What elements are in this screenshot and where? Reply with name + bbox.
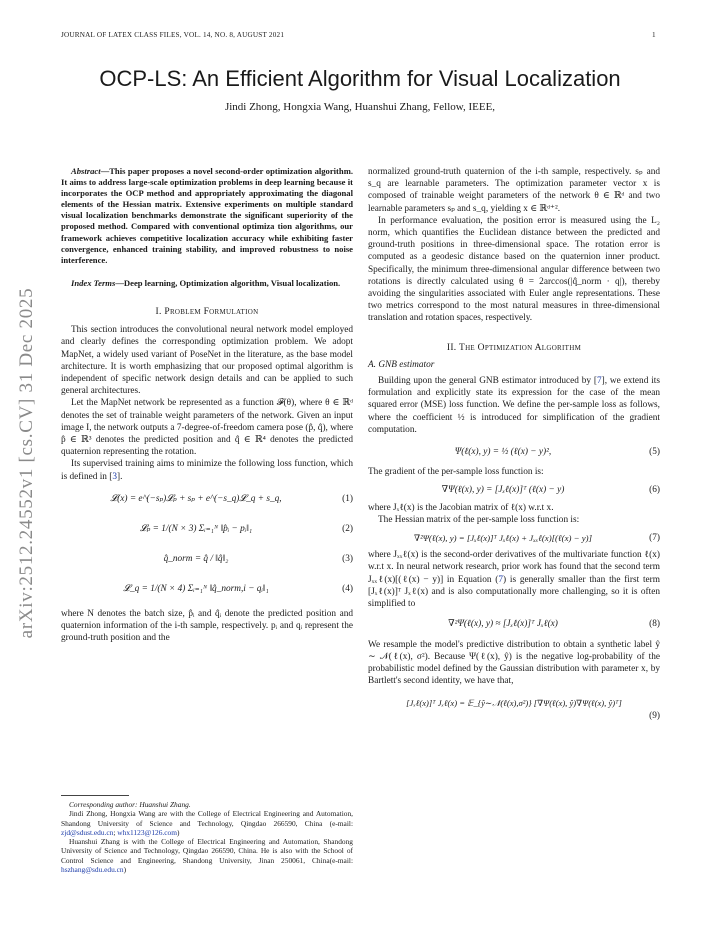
abstract-label: Abstract bbox=[71, 166, 101, 176]
equation-7: ∇²Ψ(ℓ(x), y) = [Jₓℓ(x)]ᵀ Jₓℓ(x) + Jₓₓℓ(x)[(ℓ(x) − y)] (7) bbox=[413, 533, 660, 544]
equation-number: (9) bbox=[649, 710, 660, 721]
left-column bbox=[61, 166, 353, 644]
paragraph: In performance evaluation, the position error is measured using the L₂ norm, which quantifies the Euclidean distance between the predicted and ground-truth positions in three-dimensional space. The rotation error is computed as a geodesic distance based on the quaternion inner product. Specifically, the minimum three-dimensional angular difference between two rotations is directly calculated using θ = 2arccos(|q̂_norm · q|), thereby avoiding the singularities associated with Euler angle representations. These two metrics correspond to the most natural measures in three-dimensional translation and rotation spaces, respectively. bbox=[368, 215, 660, 324]
index-terms bbox=[61, 278, 353, 289]
arxiv-identifier: arXiv:2512.24552v1 [cs.CV] 31 Dec 2025 bbox=[16, 287, 37, 639]
footnote-rule bbox=[61, 795, 129, 796]
paragraph: Building upon the general GNB estimator introduced by [7], we extend its formulation and explicitly state its expression for the case of the mean squared error (MSE) loss function. We define the per-sample loss as follows, where the coefficient ½ is introduced for simplification of the gradient computation. bbox=[368, 376, 660, 435]
right-column bbox=[368, 166, 660, 722]
paragraph: This section introduces the convolutional neural network model employed and clearly defines the corresponding optimization problem. We adopt MapNet, a widely used variant of PoseNet in the literature, as the base model architecture. It is worth emphasizing that our proposed optimal algorithm is independent of specific network design details and can be applied to such general architectures. bbox=[61, 325, 353, 397]
email-link[interactable]: hszhang@sdu.edu.cn bbox=[61, 865, 124, 875]
paper-title: OCP-LS: An Efficient Algorithm for Visual Localization bbox=[99, 66, 621, 91]
index-terms-text: —Deep learning, Optimization algorithm, Visual localization. bbox=[115, 277, 341, 288]
paragraph: where Jₓℓ(x) is the Jacobian matrix of ℓ(x) w.r.t x. bbox=[368, 502, 554, 513]
affiliation-2: Huanshui Zhang is with the College of Electrical Engineering and Automation, Shandong University of Science and Technology, Qingdao 266590, China. He is also with the School of Control Science and Engineering, Shandong University, Jinan 250061, China(e-mail: hszhang@sdu.edu.cn) bbox=[61, 837, 353, 875]
equation-4: 𝓛_q = 1/(N × 4) Σᵢ₌₁ᴺ ‖q̂_norm,i − qᵢ‖₁ (4) bbox=[123, 584, 353, 595]
equation-5: Ψ(ℓ(x), y) = ½ (ℓ(x) − y)², (5) bbox=[454, 447, 660, 458]
corresponding-author: Corresponding author: Huanshui Zhang. bbox=[69, 800, 191, 809]
email-link[interactable]: zjd@sdust.edu.cn bbox=[61, 827, 114, 837]
equation-6: ∇Ψ(ℓ(x), y) = [Jₓℓ(x)]ᵀ (ℓ(x) − y) (6) bbox=[441, 485, 660, 496]
section-heading-1: I. Problem Formulation bbox=[155, 306, 259, 317]
email-link[interactable]: whx1123@126.com bbox=[117, 827, 177, 837]
affiliation-1: Jindi Zhong, Hongxia Wang are with the College of Electrical Engineering and Automation, Shandong University of Science and Technology, Qingdao 266590, China (e-mail: zjd@sdust.edu.cn; whx1123@126.com) bbox=[61, 809, 353, 837]
paragraph: We resample the model's predictive distribution to obtain a synthetic label ŷ ∼ 𝒩(ℓ(x), σ²). Because Ψ(ℓ(x), ŷ) is the negative log-probability of the probabilistic model defined by the Gaussian distribution with parameter x, by Bartlett's second identity, we have that, bbox=[368, 639, 660, 687]
paragraph: The Hessian matrix of the per-sample loss function is: bbox=[378, 514, 580, 525]
page-number: 1 bbox=[652, 31, 656, 39]
equation-8: ∇²Ψ(ℓ(x), y) ≈ [Jₓℓ(x)]ᵀ Jₓℓ(x) (8) bbox=[448, 619, 660, 630]
equation-3: q̂_norm = q̂ / ‖q̂‖₂ (3) bbox=[163, 554, 353, 565]
section-heading-2: II. The Optimization Algorithm bbox=[446, 342, 582, 353]
abstract-text: —This paper proposes a novel second-order optimization algorithm. It aims to address large-scale optimization problems in deep learning because it incorporates the OCP method and appropriately approximating the diagonal elements of the Hessian matrix. Extensive experiments on multiple standard visual localization benchmarks demonstrate the significant superiority of the proposed method. Compared with conventional optimiza tion algorithms, our framework achieves competitive localization accuracy while exhibiting faster convergence, enhanced training stability, and improved robustness to noise interference. bbox=[61, 166, 353, 265]
paragraph: normalized ground-truth quaternion of the i-th sample, respectively. sₚ and s_q are learnable parameters. The optimization parameter vector x is composed of trainable weight parameters of the network θ ∈ ℝᵈ and two learnable parameters sₚ and s_q, yielding x ∈ ℝᵈ⁺². bbox=[368, 167, 660, 214]
paragraph: Its supervised training aims to minimize the following loss function, which is defined in [3]. bbox=[61, 459, 353, 482]
author-list: Jindi Zhong, Hongxia Wang, Huanshui Zhang, Fellow, IEEE, bbox=[224, 101, 496, 113]
paragraph: where N denotes the batch size, p̂ᵢ and q̂ᵢ denote the predicted position and quaternion information of the i-th sample, respectively. pᵢ and qᵢ represent the ground-truth position and the bbox=[61, 608, 353, 643]
paragraph: Let the MapNet network be represented as a function 𝓕(θ), where θ ∈ ℝᵈ denotes the set of trainable weight parameters of the network. Given an input image I, the network outputs a 7-degree-of-freedom camera pose (p̂, q̂), where p̂ ∈ ℝ³ denotes the predicted position and q̂ ∈ ℝ⁴ denotes the predicted quaternion representing the rotation. bbox=[61, 398, 353, 458]
paragraph: The gradient of the per-sample loss function is: bbox=[368, 467, 544, 478]
equation-ref-link[interactable]: 7 bbox=[498, 574, 504, 585]
subsection-heading: A. GNB estimator bbox=[368, 359, 435, 370]
running-header: JOURNAL OF LATEX CLASS FILES, VOL. 14, NO. 8, AUGUST 2021 bbox=[61, 31, 285, 39]
equation-9: [Jₓℓ(x)]ᵀ Jₓℓ(x) = 𝔼_{ŷ∼𝒩(ℓ(x),σ²)} [∇Ψ(ℓ(x), ŷ)∇Ψ(ℓ(x), ŷ)ᵀ] bbox=[406, 698, 622, 709]
equation-2: 𝓛ₚ = 1/(N × 3) Σᵢ₌₁ᴺ ‖p̂ᵢ − pᵢ‖₁ (2) bbox=[139, 523, 353, 534]
footnote bbox=[61, 795, 353, 874]
paragraph: where Jₓₓℓ(x) is the second-order derivatives of the multivariate function ℓ(x) w.r.t x. In neural network research, prior work has found that the second term Jₓₓℓ(x)[(ℓ(x) − y)] in Equation (7) is generally smaller than the first term [Jₓℓ(x)]ᵀ Jₓℓ(x) and is also computationally more challenging, so it is often simplified to bbox=[368, 550, 660, 610]
equation-1: 𝓛(x) = e^(−sₚ)𝓛ₚ + sₚ + e^(−s_q)𝓛_q + s_q, (1) bbox=[110, 493, 353, 504]
abstract bbox=[61, 166, 353, 266]
index-terms-label: Index Terms bbox=[71, 277, 116, 288]
citation-link[interactable]: 3 bbox=[112, 471, 118, 482]
citation-link[interactable]: 7 bbox=[596, 376, 602, 387]
